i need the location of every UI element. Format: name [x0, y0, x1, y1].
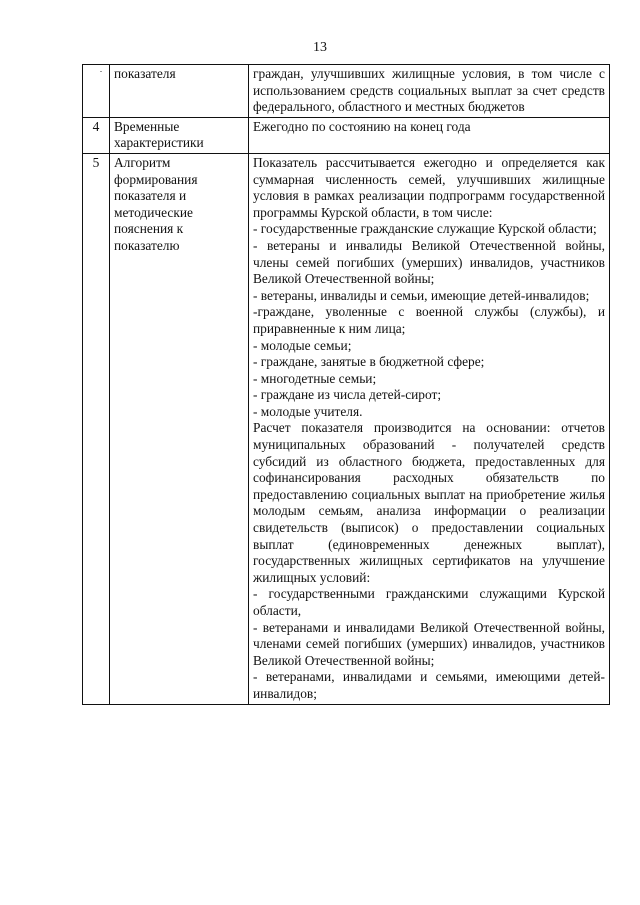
row-number: 5	[83, 153, 110, 704]
row-content	[249, 153, 610, 704]
list-item: - ветеранами и инвалидами Великой Отечественной войны, членами семей погибших (умерших) инвалидов, участников Великой Отечественной войны;	[253, 619, 605, 668]
list-item: - граждане, занятые в бюджетной сфере;	[253, 354, 485, 370]
table-row	[83, 65, 610, 118]
row-number	[83, 65, 110, 118]
list-item: - ветераны и инвалиды Великой Отечественной войны, члены семей погибших (умерших) инвалидов, участников Великой Отечественной войны;	[253, 237, 605, 287]
paragraph: Ежегодно по состоянию на конец года	[253, 118, 471, 134]
list-item: - граждане из числа детей-сирот;	[253, 387, 442, 403]
list-item: - молодые семьи;	[253, 337, 352, 353]
row-content	[249, 65, 610, 118]
row-content	[249, 117, 610, 153]
list-item: - ветеранами, инвалидами и семьями, имеющими детей-инвалидов;	[253, 669, 605, 701]
table-row	[83, 117, 610, 153]
row-name: показателя	[110, 65, 249, 118]
row-name: Алгоритм формирования показателя и методические пояснения к показателю	[110, 153, 249, 704]
paragraph: Показатель рассчитывается ежегодно и определяется как суммарная численность семей, улучшивших жилищные условия в рамках реализации подпрограмм государственной программы Курской области, в том числе:	[253, 154, 605, 220]
row-name: Временные характеристики	[110, 117, 249, 153]
list-item: - ветераны, инвалиды и семьи, имеющие детей-инвалидов;	[253, 287, 590, 303]
table-row	[83, 153, 610, 704]
list-item: - государственные гражданские служащие Курской области;	[253, 221, 597, 237]
page-number: 13	[313, 40, 327, 55]
list-item: - молодые учителя.	[253, 403, 363, 419]
paragraph: граждан, улучшивших жилищные условия, в том числе с использованием средств социальных выплат за счет средств федерального, областного и местных бюджетов	[253, 66, 605, 115]
list-item: - многодетные семьи;	[253, 370, 377, 386]
row-number: 4	[83, 117, 110, 153]
paragraph: Расчет показателя производится на основании: отчетов муниципальных образований - получателей средств субсидий из областного бюджета, предоставленных для софинансирования расходных обязательств по предоставлению социальных выплат на приобретение жилья молодым семьям, анализа информации о реализации свидетельств (выписок) о предоставлении социальных выплат (единовременных денежных выплат), государственных жилищных сертификатов на улучшение жилищных условий:	[253, 420, 605, 585]
list-item: - государственными гражданскими служащими Курской области,	[253, 586, 605, 618]
indicator-table	[82, 64, 610, 705]
list-item: -граждане, уволенные с военной службы (службы), и приравненные к ним лица;	[253, 304, 605, 336]
